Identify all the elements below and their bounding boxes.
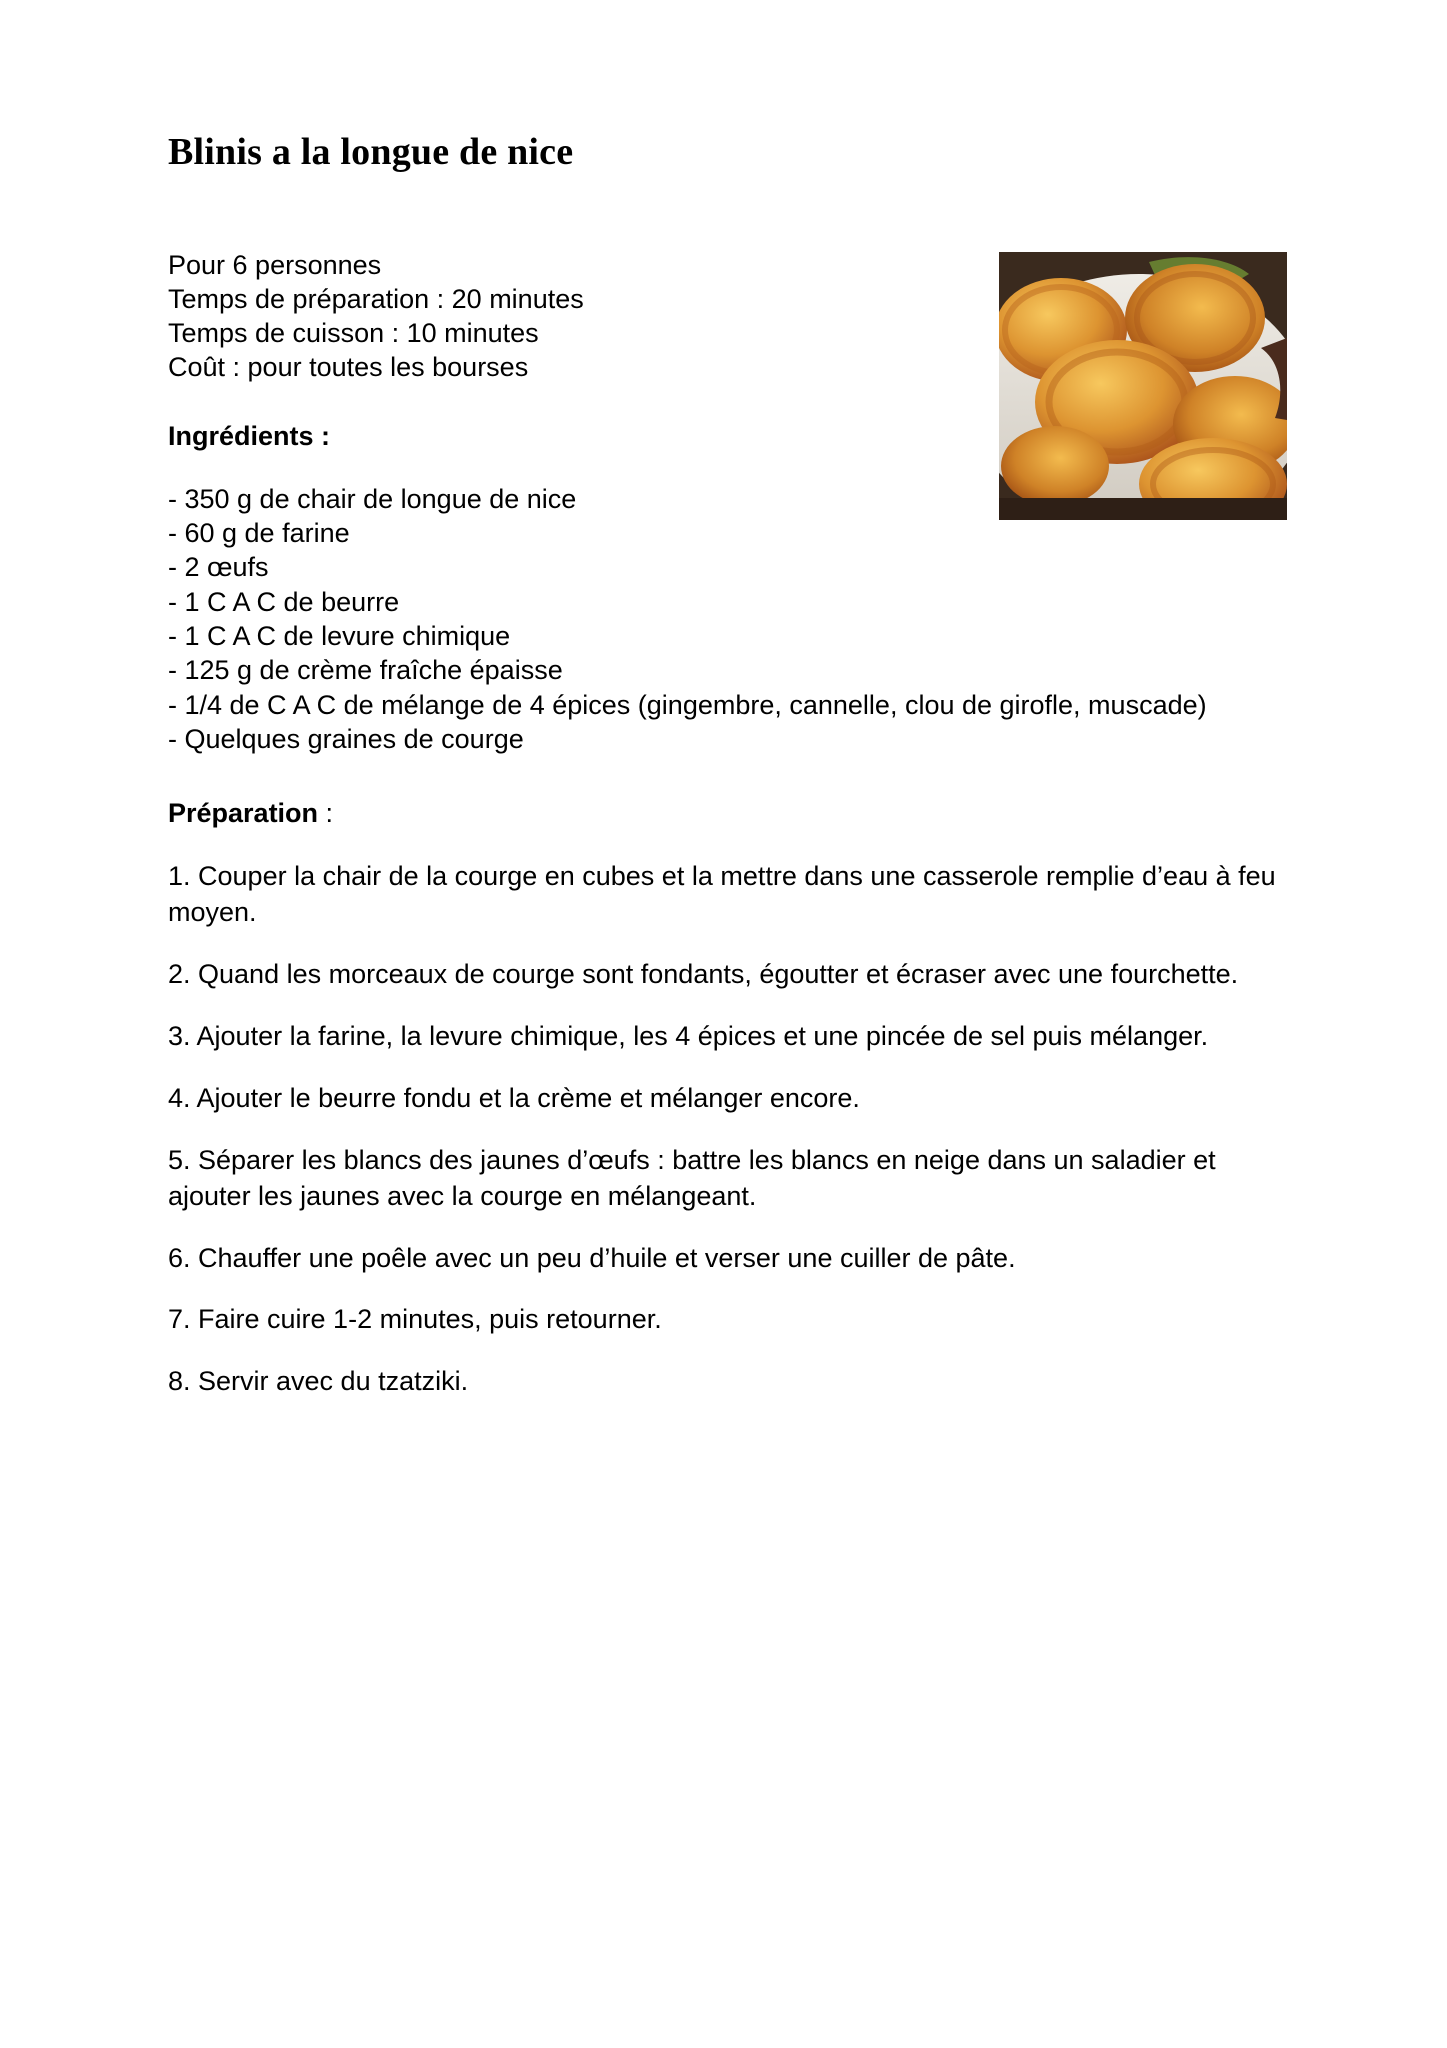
step-item: 3. Ajouter la farine, la levure chimique, les 4 épices et une pincée de sel puis mélanger.: [168, 1020, 1209, 1051]
preparation-steps: [168, 859, 1287, 1400]
ingredient-item: - 1 C A C de levure chimique: [168, 620, 511, 651]
recipe-photo-image: [999, 252, 1287, 520]
step-item: 7. Faire cuire 1-2 minutes, puis retourner.: [168, 1304, 662, 1335]
ingredients-heading: Ingrédients :: [168, 420, 331, 451]
ingredient-item: - 1/4 de C A C de mélange de 4 épices (gingembre, cannelle, clou de girofle, muscade): [168, 689, 1207, 720]
preparation-heading-colon: :: [318, 798, 334, 829]
ingredient-item: - 350 g de chair de longue de nice: [168, 483, 577, 514]
ingredient-item: - 60 g de farine: [168, 518, 350, 549]
ingredient-item: - 2 œufs: [168, 552, 269, 583]
ingredients-list: [168, 482, 1287, 756]
step-item: 8. Servir avec du tzatziki.: [168, 1366, 469, 1397]
meta-cost: Coût : pour toutes les bourses: [168, 352, 529, 383]
step-item: 5. Séparer les blancs des jaunes d’œufs : battre les blancs en neige dans un saladier et ajouter les jaunes avec la courge en mélangeant.: [168, 1144, 1216, 1211]
step-item: 6. Chauffer une poêle avec un peu d’huile et verser une cuiller de pâte.: [168, 1242, 1016, 1273]
ingredient-item: - 125 g de crème fraîche épaisse: [168, 655, 563, 686]
step-item: 2. Quand les morceaux de courge sont fondants, égoutter et écraser avec une fourchette.: [168, 958, 1239, 989]
meta-servings: Pour 6 personnes: [168, 249, 382, 280]
page-title: Blinis a la longue de nice: [168, 131, 574, 173]
ingredient-item: - 1 C A C de beurre: [168, 586, 400, 617]
meta-prep-time: Temps de préparation : 20 minutes: [168, 283, 584, 314]
recipe-photo: [999, 252, 1287, 520]
preparation-heading: [168, 796, 1287, 831]
step-item: 4. Ajouter le beurre fondu et la crème et mélanger encore.: [168, 1082, 860, 1113]
recipe-meta: [168, 248, 808, 385]
meta-cook-time: Temps de cuisson : 10 minutes: [168, 318, 539, 349]
step-item: 1. Couper la chair de la courge en cubes et la mettre dans une casserole remplie d’eau à feu moyen.: [168, 861, 1276, 928]
document-body: [168, 248, 1287, 1401]
ingredient-item: - Quelques graines de courge: [168, 723, 524, 754]
preparation-heading-text: Préparation: [168, 798, 319, 829]
